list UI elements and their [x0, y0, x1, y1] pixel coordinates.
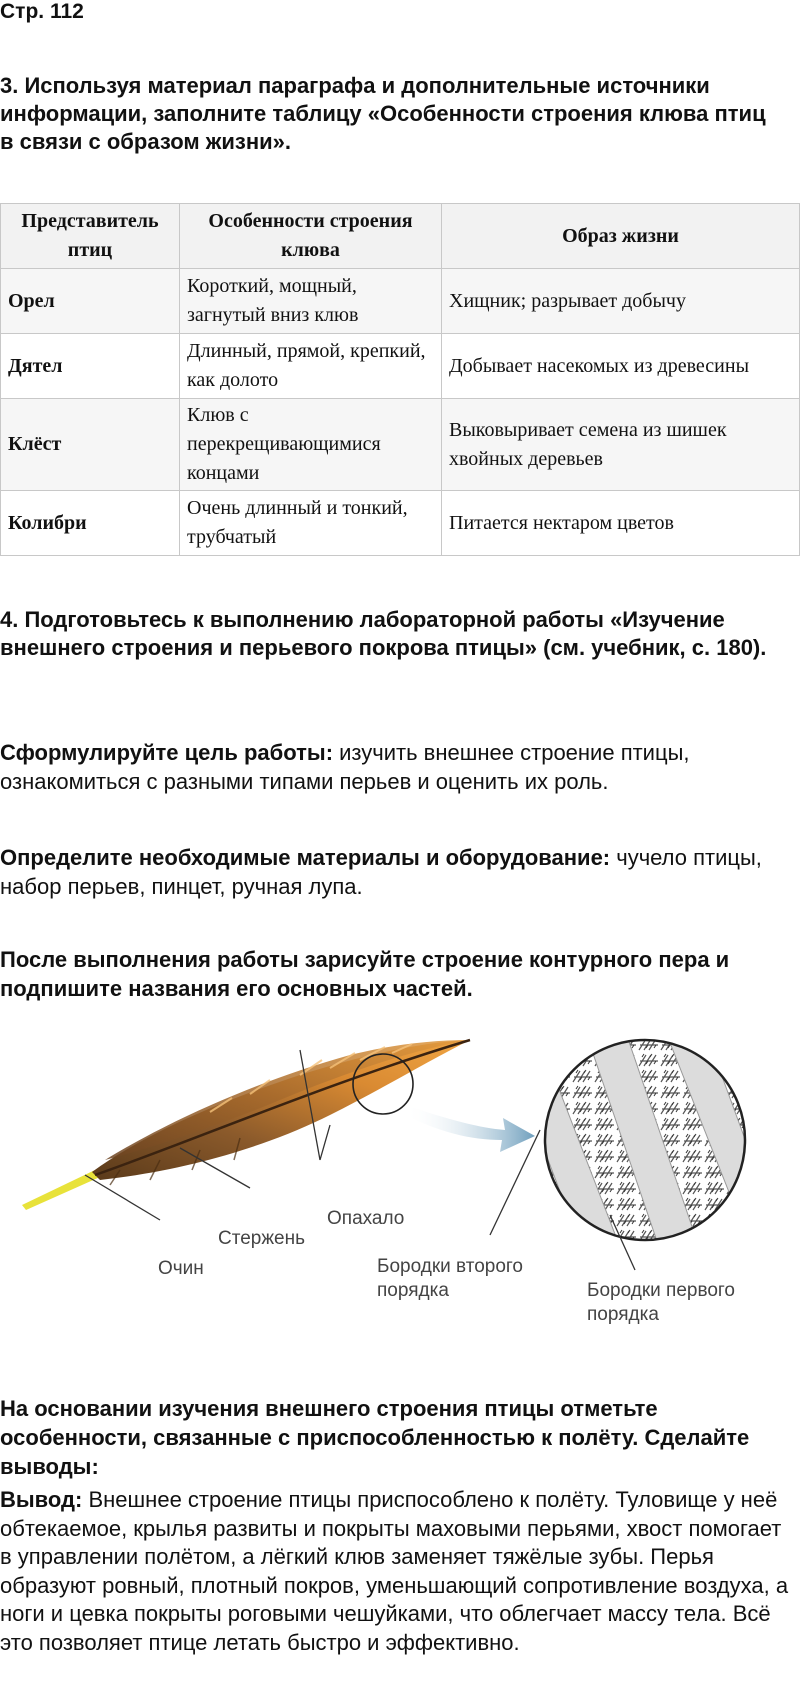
task-3-text: 3. Используя материал параграфа и дополнительные источники информации, заполните таблицу «Особенности строения клюва птиц в связи с образом жизни».: [0, 73, 766, 154]
goal-label: Сформулируйте цель работы:: [0, 740, 334, 765]
goal-paragraph: [0, 738, 790, 796]
label-borodki-first-line2: порядка: [587, 1304, 659, 1325]
beak-cell: Очень длинный и тонкий, трубчатый: [180, 491, 442, 556]
beak-cell: Короткий, мощный, загнутый вниз клюв: [180, 269, 442, 334]
bird-cell: Клёст: [1, 399, 180, 491]
task-4-text: 4. Подготовьтесь к выполнению лабораторной работы «Изучение внешнего строения и перьевого покрова птицы» (см. учебник, с. 180).: [0, 607, 767, 660]
label-borodki-first-line1: Бородки первого: [587, 1280, 735, 1301]
beak-cell: Длинный, прямой, крепкий, как долото: [180, 334, 442, 399]
page-number: Стр. 112: [0, 0, 84, 23]
materials-label: Определите необходимые материалы и оборудование:: [0, 845, 611, 870]
label-borodki-second-line1: Бородки второго: [377, 1256, 523, 1277]
task-5-text: На основании изучения внешнего строения птицы отметьте особенности, связанные с приспособленностью к полёту. Сделайте выводы:: [0, 1396, 750, 1479]
conclusion-text: Внешнее строение птицы приспособлено к полёту. Туловище у неё обтекаемое, крылья развиты и покрыты маховыми перьями, хвост помогает в управлении полётом, а лёгкий клюв заменяет тяжёлые зубы. Перья образуют ровный, плотный покров, уменьшающий сопротивление воздуха, а ноги и цевка покрыты роговыми чешуйками, что облегчает массу тела. Всё это позволяет птице летать быстро и эффективно.: [0, 1487, 789, 1655]
lifestyle-cell: Хищник; разрывает добычу: [442, 269, 800, 334]
label-sterzhen: Стержень: [218, 1228, 306, 1249]
column-header-bird: Представитель птиц: [1, 204, 180, 269]
feather-quill-icon: [22, 1170, 100, 1210]
table-header-row: [1, 204, 800, 269]
column-header-beak: Особенности строения клюва: [180, 204, 442, 269]
goal-text: изучить внешнее строение птицы, ознакомиться с разными типами перьев и оценить их роль.: [0, 740, 690, 794]
table-row: [1, 334, 800, 399]
beak-features-table: [0, 203, 800, 556]
lifestyle-cell: Выковыривает семена из шишек хвойных деревьев: [442, 399, 800, 491]
table-row: [1, 399, 800, 491]
conclusion-label: Вывод:: [0, 1487, 83, 1512]
bird-cell: Дятел: [1, 334, 180, 399]
label-borodki-second-line2: порядка: [377, 1280, 449, 1301]
table-row: [1, 269, 800, 334]
conclusion-paragraph: [0, 1486, 795, 1657]
label-opakhalo: Опахало: [327, 1208, 405, 1229]
label-ochin: Очин: [158, 1258, 204, 1279]
materials-text: чучело птицы, набор перьев, пинцет, ручная лупа.: [0, 845, 762, 899]
lifestyle-cell: Питается нектаром цветов: [442, 491, 800, 556]
beak-cell: Клюв с перекрещивающимися концами: [180, 399, 442, 491]
bird-cell: Колибри: [1, 491, 180, 556]
table-row: [1, 491, 800, 556]
lifestyle-cell: Добывает насекомых из древесины: [442, 334, 800, 399]
bird-cell: Орел: [1, 269, 180, 334]
arrow-icon: [405, 1105, 535, 1152]
column-header-lifestyle: Образ жизни: [442, 204, 800, 269]
feather-diagram: [0, 1020, 800, 1350]
materials-paragraph: [0, 843, 790, 901]
draw-task-text: После выполнения работы зарисуйте строение контурного пера и подпишите названия его основных частей.: [0, 947, 730, 1001]
